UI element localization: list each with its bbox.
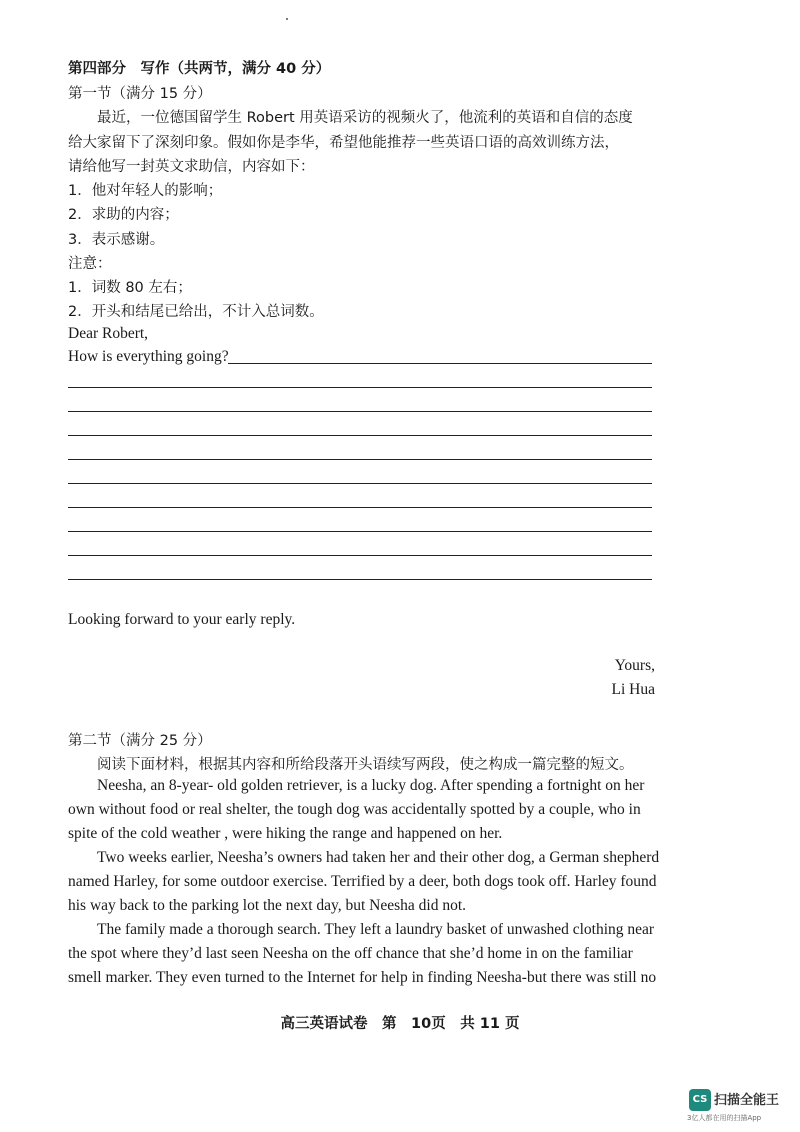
passage-line-7: The family made a thorough search. They left a laundry basket of unwashed clothing near	[97, 921, 655, 938]
passage-line-8: the spot where they’d last seen Neesha on the off chance that she’d home in on the familiar	[68, 945, 633, 962]
passage-line-1: Neesha, an 8-year- old golden retriever, is a lucky dog. After spending a fortnight on her	[97, 777, 645, 794]
prompt-line-3: 请给他写一封英文求助信，内容如下：	[68, 159, 315, 175]
passage-line-5: named Harley, for some outdoor exercise. Terrified by a deer, both dogs took off. Harley found	[68, 873, 657, 890]
section2-heading: 第二节（满分 25 分）	[68, 733, 212, 749]
letter-closing: Looking forward to your early reply.	[68, 611, 296, 628]
section-title: 第四部分 写作（共两节，满分 40 分）	[68, 61, 331, 77]
note-1: 1．词数 80 左右；	[68, 280, 192, 296]
passage-line-4: Two weeks earlier, Neesha’s owners had taken her and their other dog, a German shepherd	[97, 849, 660, 866]
letter-greeting: Dear Robert,	[68, 325, 149, 342]
scanner-logo-icon: CS	[689, 1089, 711, 1111]
answer-line-8[interactable]	[68, 531, 652, 532]
letter-opening: How is everything going?	[68, 348, 229, 365]
answer-line-3[interactable]	[68, 411, 652, 412]
answer-line-2[interactable]	[68, 387, 652, 388]
section1-heading: 第一节（满分 15 分）	[68, 86, 212, 102]
prompt-line-1: 最近，一位德国留学生 Robert 用英语采访的视频火了，他流利的英语和自信的态度	[97, 110, 633, 126]
answer-line-9[interactable]	[68, 555, 652, 556]
note-2: 2．开头和结尾已给出，不计入总词数。	[68, 304, 324, 320]
scanner-brand: 扫描全能王	[714, 1093, 780, 1108]
letter-signoff: Yours,	[614, 657, 655, 674]
section2-instruction: 阅读下面材料，根据其内容和所给段落开头语续写两段，使之构成一篇完整的短文。	[97, 757, 634, 773]
answer-line-10[interactable]	[68, 579, 652, 580]
answer-line-5[interactable]	[68, 459, 652, 460]
answer-line-4[interactable]	[68, 435, 652, 436]
scan-speck	[286, 18, 288, 20]
content-item-2: 2．求助的内容；	[68, 207, 179, 223]
content-item-3: 3．表示感谢。	[68, 232, 165, 248]
answer-line-1[interactable]	[228, 363, 652, 364]
scanner-tagline: 3亿人都在用的扫描App	[687, 1114, 762, 1122]
passage-line-3: spite of the cold weather , were hiking the range and happened on her.	[68, 825, 503, 842]
answer-line-7[interactable]	[68, 507, 652, 508]
passage-line-2: own without food or real shelter, the tough dog was accidentally spotted by a couple, who in	[68, 801, 641, 818]
passage-line-6: his way back to the parking lot the next day, but Neesha did not.	[68, 897, 467, 914]
prompt-line-2: 给大家留下了深刻印象。假如你是李华，希望他能推荐一些英语口语的高效训练方法，	[68, 135, 619, 151]
page-footer: 高三英语试卷 第 10页 共 11 页	[280, 1016, 520, 1032]
letter-signature: Li Hua	[611, 681, 655, 698]
answer-line-6[interactable]	[68, 483, 652, 484]
passage-line-9: smell marker. They even turned to the Internet for help in finding Neesha-but there was still no	[68, 969, 657, 986]
content-item-1: 1．他对年轻人的影响；	[68, 183, 223, 199]
notes-label: 注意：	[68, 256, 112, 272]
